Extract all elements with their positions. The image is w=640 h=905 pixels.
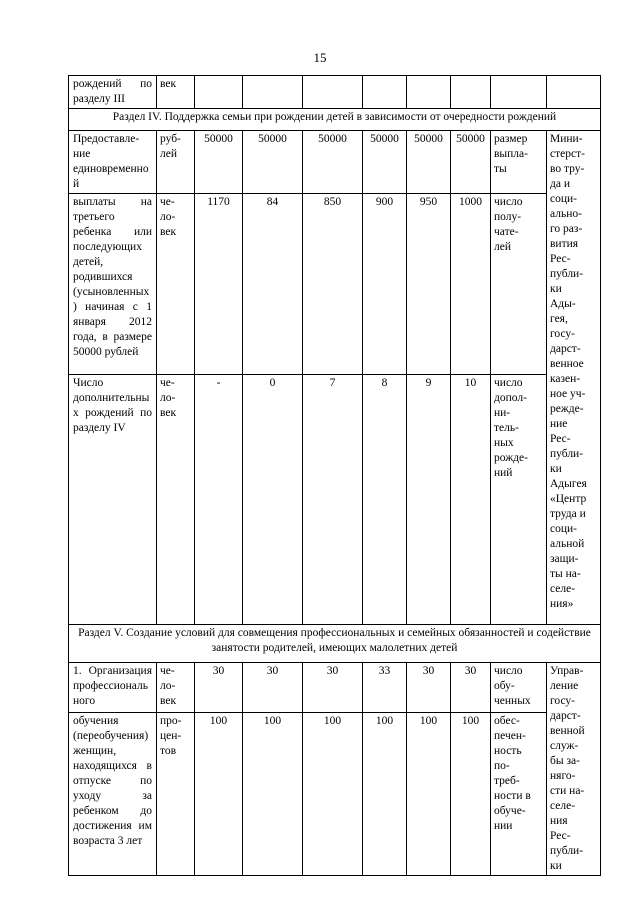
value-cell: 50000 <box>363 131 407 194</box>
table-row <box>69 713 601 876</box>
value-cell: 84 <box>243 194 303 375</box>
value-cell: 100 <box>195 713 243 876</box>
value-cell: 33 <box>363 663 407 713</box>
unit-cell: про- цен- тов <box>157 713 195 876</box>
table-row <box>69 131 601 194</box>
indicator-cell: число допол- ни- тель- ных рожде- ний <box>491 375 547 625</box>
value-cell: 9 <box>407 375 451 625</box>
empty-cell <box>243 76 303 109</box>
row-description: 1. Организация профессионального <box>69 663 157 713</box>
table-row <box>69 375 601 625</box>
empty-cell <box>363 76 407 109</box>
unit-cell: че- ло- век <box>157 375 195 625</box>
section-4-title: Раздел IV. Поддержка семьи при рождении детей в зависимости от очередности рождений <box>69 109 601 131</box>
value-cell: 100 <box>243 713 303 876</box>
section-header-row <box>69 109 601 131</box>
row-description: обучения (переобучения) женщин, находящихся в отпуске по уходу за ребенком до достижения им возраста 3 лет <box>69 713 157 876</box>
empty-cell <box>195 76 243 109</box>
empty-cell <box>303 76 363 109</box>
indicator-cell: обес- печен- ность по- треб- ности в обуче- нии <box>491 713 547 876</box>
value-cell: 850 <box>303 194 363 375</box>
indicator-cell: число обу- ченных <box>491 663 547 713</box>
value-cell: 50000 <box>407 131 451 194</box>
value-cell: 1170 <box>195 194 243 375</box>
value-cell: 0 <box>243 375 303 625</box>
empty-cell <box>547 76 601 109</box>
responsible-cell: Управ- ление госу- дарст- венной служ- бы за- няго- сти на- селе- ния Рес- публи- ки <box>547 663 601 876</box>
unit-cell: че- ло- век <box>157 663 195 713</box>
value-cell: 30 <box>407 663 451 713</box>
section-header-row <box>69 625 601 663</box>
program-table <box>68 75 601 876</box>
value-cell: 10 <box>451 375 491 625</box>
value-cell: 30 <box>303 663 363 713</box>
value-cell: 30 <box>243 663 303 713</box>
responsible-cell: Мини- стерст- во тру- да и соци- ально- го раз- вития Рес- публи- ки Ады- гея, госу- дарст- венное казен- ное уч- режде- ние Рес- публи- ки Адыгея «Центр труда и соци- альной защи- ты на- селе- ния» <box>547 131 601 625</box>
unit-cell: че- ло- век <box>157 194 195 375</box>
value-cell: 50000 <box>243 131 303 194</box>
table-row <box>69 194 601 375</box>
indicator-cell: число полу- чате- лей <box>491 194 547 375</box>
value-cell: 50000 <box>303 131 363 194</box>
empty-cell <box>451 76 491 109</box>
section-5-title: Раздел V. Создание условий для совмещения профессиональных и семейных обязанностей и содействие занятости родителей, имеющих малолетних детей <box>69 625 601 663</box>
value-cell: 900 <box>363 194 407 375</box>
value-cell: 950 <box>407 194 451 375</box>
value-cell: 100 <box>407 713 451 876</box>
value-cell: 7 <box>303 375 363 625</box>
row-description: рождений по разделу III <box>69 76 157 109</box>
table-row <box>69 663 601 713</box>
value-cell: 1000 <box>451 194 491 375</box>
unit-cell: век <box>157 76 195 109</box>
value-cell: 30 <box>451 663 491 713</box>
row-description: Предоставле- ние единовременной <box>69 131 157 194</box>
table-row <box>69 76 601 109</box>
empty-cell <box>491 76 547 109</box>
value-cell: 50000 <box>195 131 243 194</box>
value-cell: 100 <box>451 713 491 876</box>
value-cell: 100 <box>363 713 407 876</box>
unit-cell: руб- лей <box>157 131 195 194</box>
indicator-cell: размер выпла- ты <box>491 131 547 194</box>
row-description: Число дополнительных рождений по разделу IV <box>69 375 157 625</box>
empty-cell <box>407 76 451 109</box>
value-cell: 30 <box>195 663 243 713</box>
value-cell: 100 <box>303 713 363 876</box>
row-description: выплаты на третьего ребенка или последующих детей, родившихся (усыновленных) начиная с 1 января 2012 года, в размере 50000 рублей <box>69 194 157 375</box>
value-cell: 50000 <box>451 131 491 194</box>
page-number: 15 <box>313 50 327 65</box>
value-cell: 8 <box>363 375 407 625</box>
value-cell: - <box>195 375 243 625</box>
